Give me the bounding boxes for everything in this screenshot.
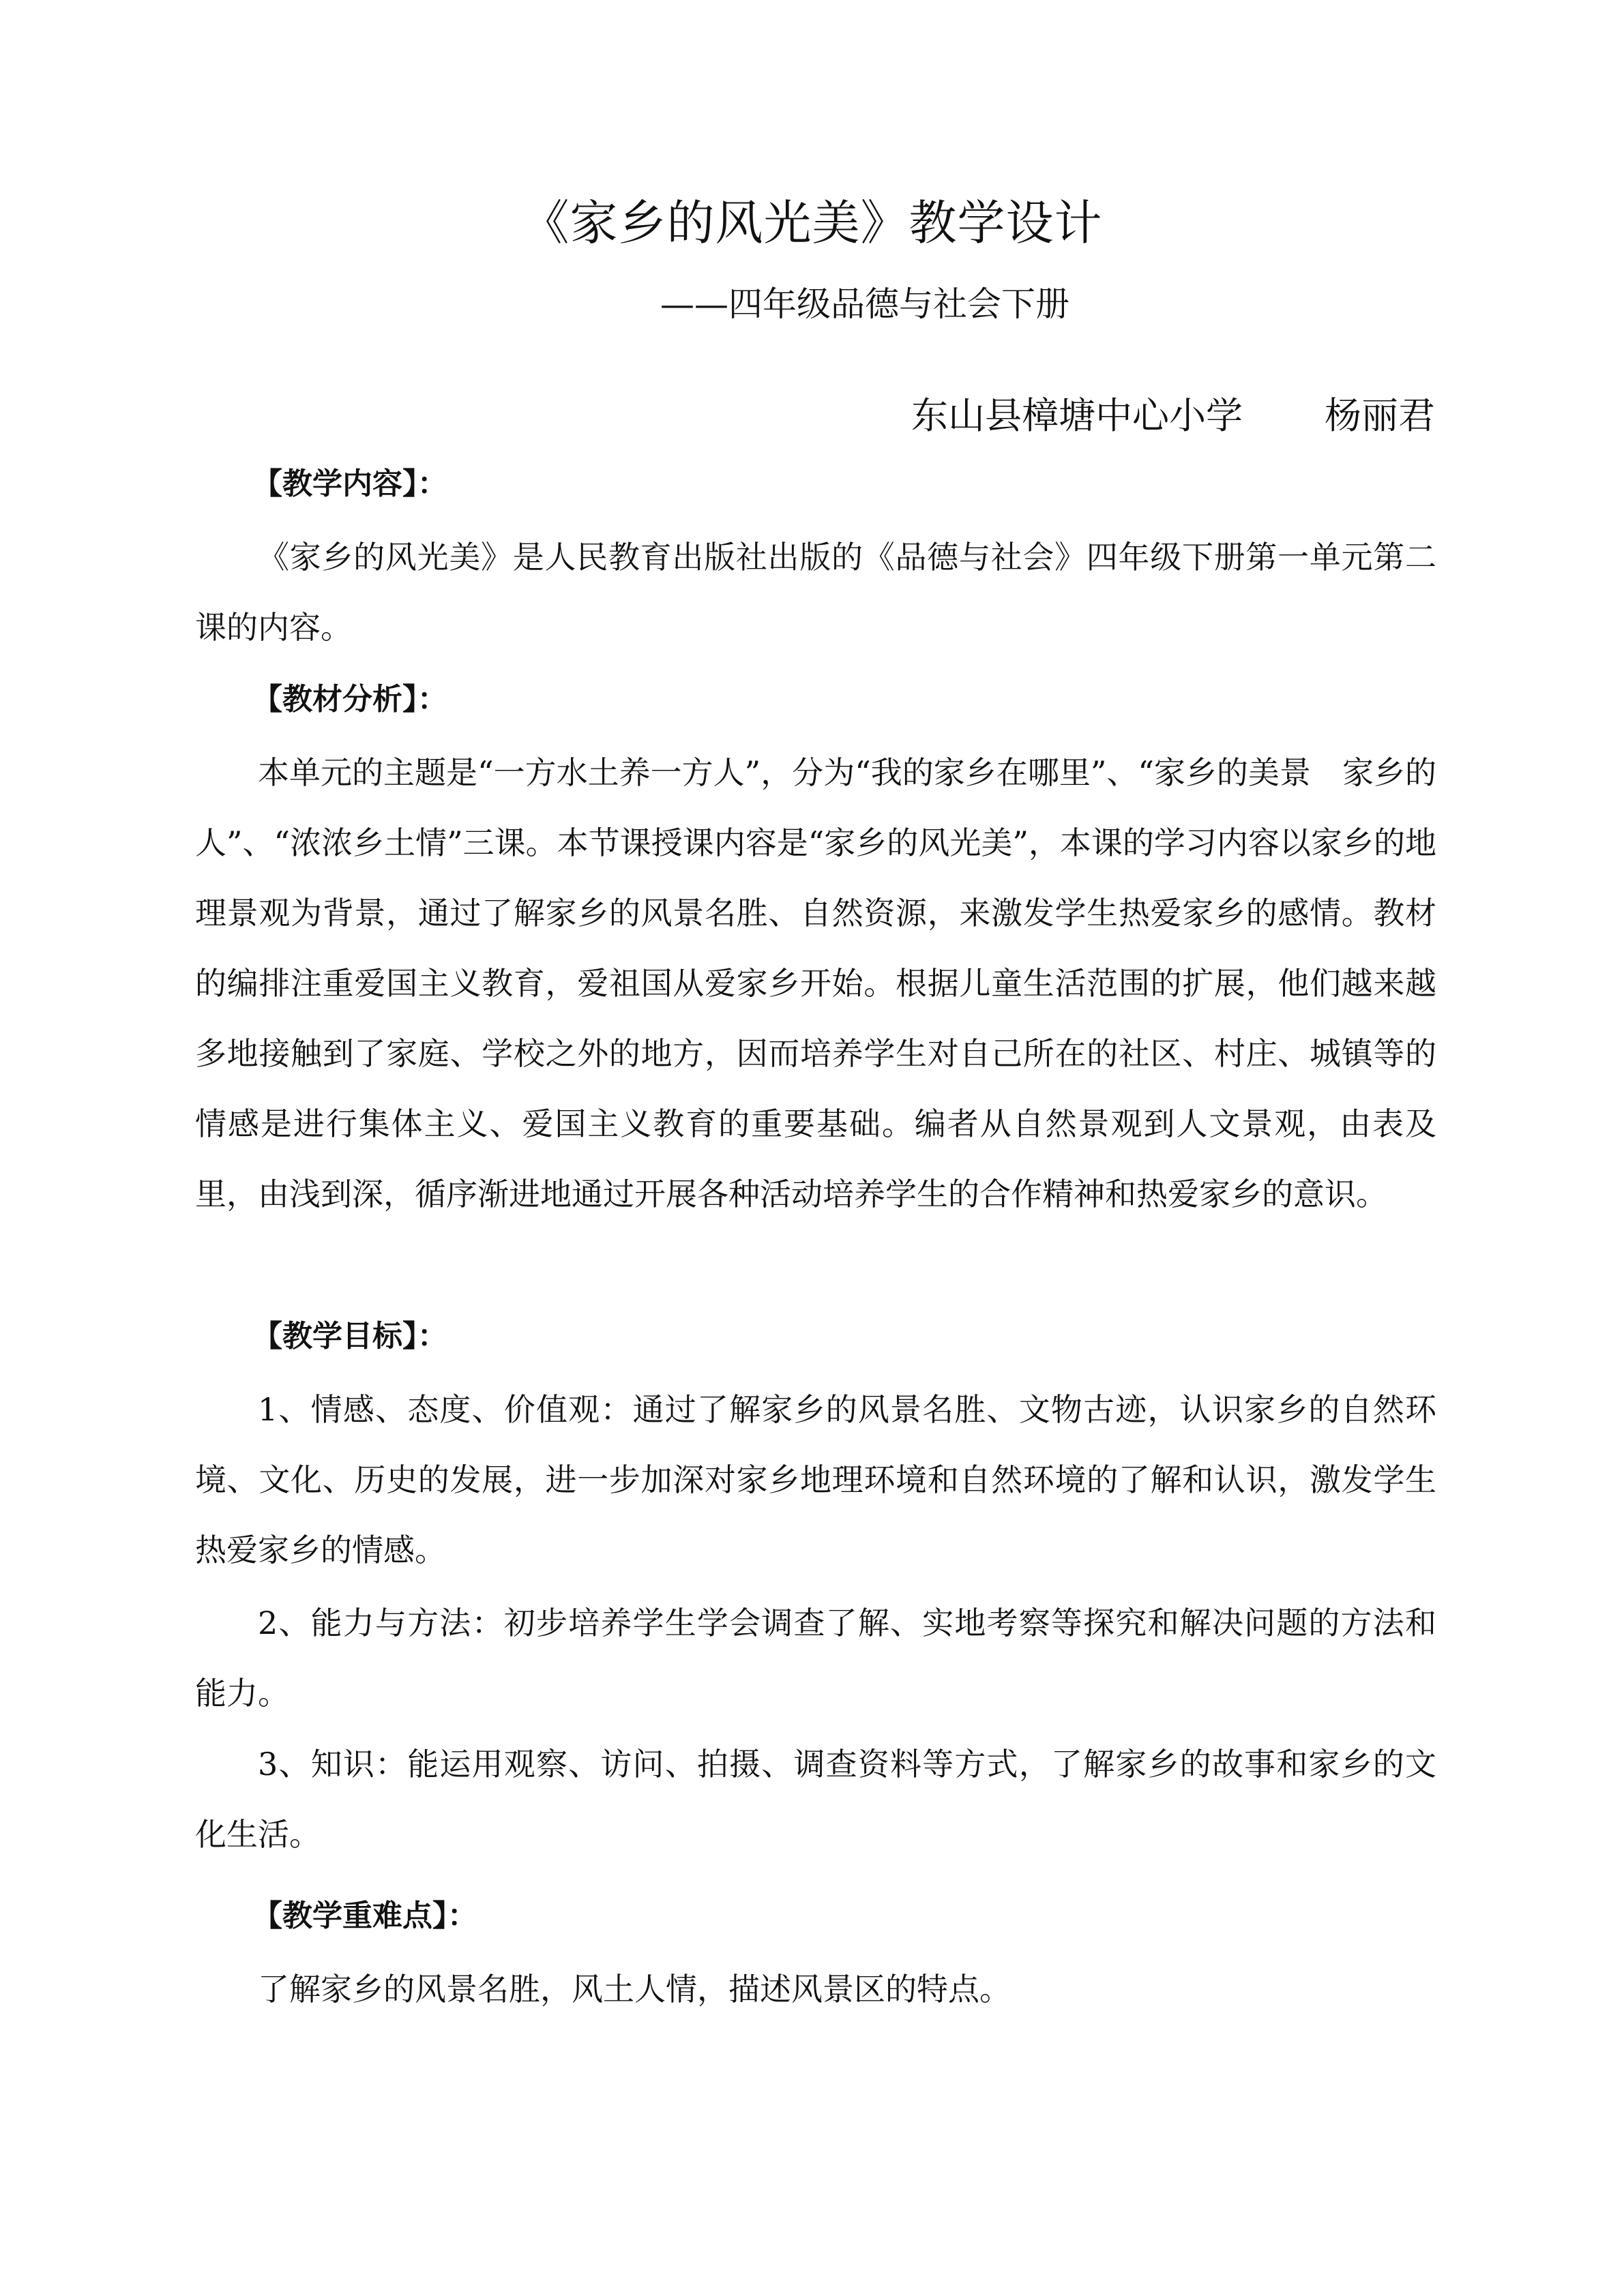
heading-teaching-content: 【教学内容】： <box>252 466 447 501</box>
document-subtitle: ——四年级品德与社会下册 <box>660 284 1069 324</box>
goal-item-1: 1、情感、态度、价值观：通过了解家乡的风景名胜、文物古迹，认识家乡的自然环境、文化、历史的发展，进一步加深对家乡地理环境和自然环境的了解和认识，激发学生热爱家乡的情感。 <box>195 1391 1436 1568</box>
heading-material-analysis: 【教材分析】： <box>252 682 447 717</box>
goal-item-2: 2、能力与方法：初步培养学生学会调查了解、实地考察等探究和解决问题的方法和能力。 <box>195 1605 1436 1712</box>
author-name: 杨丽君 <box>1325 394 1435 437</box>
document-title: 《家乡的风光美》教学设计 <box>521 195 1103 251</box>
heading-teaching-goals: 【教学目标】： <box>252 1319 447 1354</box>
author-line <box>911 392 1435 440</box>
paragraph-key-points: 了解家乡的风景名胜，风土人情，描述风景区的特点。 <box>258 1971 1011 2008</box>
paragraph-teaching-content: 《家乡的风光美》是人民教育出版社出版的《品德与社会》四年级下册第一单元第二课的内容。 <box>195 539 1436 646</box>
heading-key-points: 【教学重难点】： <box>252 1898 477 1933</box>
goal-item-3: 3、知识：能运用观察、访问、拍摄、调查资料等方式，了解家乡的故事和家乡的文化生活。 <box>195 1746 1436 1853</box>
author-school: 东山县樟塘中心小学 <box>911 394 1243 437</box>
paragraph-material-analysis: 本单元的主题是“一方水土养一方人”，分为“我的家乡在哪里”、“家乡的美景 家乡的人”、“浓浓乡土情”三课。本节课授课内容是“家乡的风光美”，本课的学习内容以家乡的地理景观为背景，通过了解家乡的风景名胜、自然资源，来激发学生热爱家乡的感情。教材的编排注重爱国主义教育，爱祖国从爱家乡开始。根据儿童生活范围的扩展，他们越来越多地接触到了家庭、学校之外的地方，因而培养学生对自己所在的社区、村庄、城镇等的情感是进行集体主义、爱国主义教育的重要基础。编者从自然景观到人文景观，由表及里，由浅到深，循序渐进地通过开展各种活动培养学生的合作精神和热爱家乡的意识。 <box>195 754 1436 1212</box>
